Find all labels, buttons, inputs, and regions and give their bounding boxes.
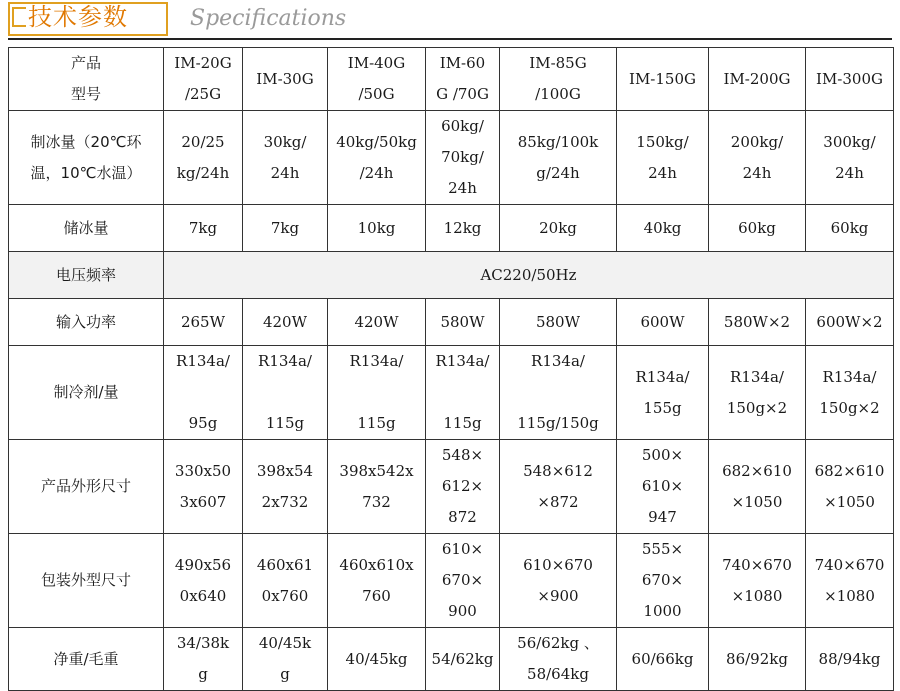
cell-text: 58/64kg [527,665,589,683]
value-cell [500,440,617,534]
cell-text: 95g [188,414,218,432]
cell-text: 产品外形尺寸 [40,477,131,495]
cell-text: 420W [354,312,399,331]
cell-text: 610× [641,477,684,495]
cell-text: 682×610 [722,461,792,480]
cell-text: 7kg [270,218,300,237]
cell-text: ×1050 [824,492,875,511]
section-title: 技术参数 [28,3,128,31]
value-cell [426,111,500,205]
cell-text: 760 [362,586,391,605]
row-label [9,346,164,440]
cell-text: ×1050 [731,492,783,511]
row-label [9,205,164,252]
cell-text: 电压频率 [55,265,116,284]
cell-text: 30kg/ [263,132,307,151]
cell-text: 460x61 [256,555,314,574]
cell-text: R134a/ [435,352,490,370]
weight-row [9,628,894,691]
cell-text: 150g×2 [726,398,788,417]
value-cell [806,534,894,628]
cell-text: 1000 [643,602,682,620]
cell-text: 制冷剂/量 [53,383,119,401]
cell-text: g/24h [536,163,580,182]
value-cell [806,205,894,252]
cell-text: 265W [180,312,226,331]
value-cell [806,346,894,440]
cell-text: 56/62kg 、 [517,634,599,652]
cell-text: R134a/ [531,352,585,370]
cell-text: 500× [641,446,684,464]
cell-text: 24h [270,163,300,182]
row-label [9,299,164,346]
value-cell [328,628,426,691]
value-cell [500,346,617,440]
cell-text: IM-200G [723,69,791,88]
cell-text: 115g [357,414,396,432]
value-cell [806,440,894,534]
cell-text: 398x542x [339,461,414,480]
cell-text: 300kg/ [823,132,876,151]
cell-text: 600W [640,312,685,331]
row-label [9,440,164,534]
voltage-row [9,252,894,299]
cell-text: 150kg/ [636,132,689,151]
value-cell [164,205,243,252]
cell-text: R134a/ [730,367,784,386]
value-cell [426,205,500,252]
cell-text: 610× [441,540,484,558]
cell-text: /24h [359,163,394,182]
cell-text: 85kg/100k [517,132,599,151]
cell-text: 88/94kg [818,649,881,668]
cell-text: 150g×2 [819,398,880,417]
value-cell [500,534,617,628]
value-cell [243,205,328,252]
cell-text: g [280,665,290,683]
cell-text: ×1080 [731,586,783,605]
cell-text [503,377,613,408]
cell-text: 600W×2 [816,312,883,331]
cell-text: IM-60 [439,54,486,72]
cell-text: 20/25 [181,132,225,151]
value-cell [617,111,709,205]
value-cell [164,252,894,299]
value-cell [243,346,328,440]
ice-output-row [9,111,894,205]
cell-text: 12kg [443,218,482,237]
cell-text [429,377,496,408]
value-cell [709,346,806,440]
cell-text: ×900 [537,586,579,605]
cell-text: R134a/ [822,367,877,386]
row-label [9,628,164,691]
cell-text: 34/38k [176,634,230,652]
cell-text: 制冰量（20℃环 [30,132,142,151]
cell-text: 型号 [70,85,101,103]
cell-text: 490x56 [174,555,232,574]
cell-text: ×872 [537,492,579,511]
cell-text: 产品 [70,54,101,72]
value-cell [164,534,243,628]
value-cell [328,440,426,534]
value-cell [500,111,617,205]
value-cell [164,440,243,534]
cell-text [246,377,324,408]
value-cell [328,346,426,440]
model-cell [328,48,426,111]
cell-text: R134a/ [349,352,404,370]
value-cell [328,111,426,205]
spec-table-body [9,48,894,691]
cell-text: 输入功率 [55,312,116,331]
value-cell [328,205,426,252]
product-size-row [9,440,894,534]
cell-text: ×1080 [824,586,875,605]
cell-text: 900 [448,602,477,620]
cell-text: 872 [448,508,477,526]
spec-table [8,47,894,691]
cell-text: 净重/毛重 [53,649,119,668]
cell-text: 3x607 [179,492,227,511]
cell-text: 24h [648,163,677,182]
value-cell [709,111,806,205]
model-cell [243,48,328,111]
cell-text: 24h [835,163,864,182]
cell-text: 580W [535,312,581,331]
cell-text: 0x760 [261,586,309,605]
cell-text: 60/66kg [631,649,694,668]
value-cell [243,299,328,346]
value-cell [806,628,894,691]
model-cell [617,48,709,111]
row-label [9,252,164,299]
value-cell [617,299,709,346]
model-cell [806,48,894,111]
cell-text: R134a/ [635,367,690,386]
cell-text: 548× [441,446,484,464]
value-cell [709,534,806,628]
cell-text: 70kg/ [441,148,484,166]
value-cell [617,440,709,534]
model-cell [500,48,617,111]
value-cell [500,628,617,691]
section-subtitle: Specifications [190,6,347,31]
storage-row [9,205,894,252]
cell-text [331,377,422,408]
row-label [9,111,164,205]
value-cell [617,205,709,252]
cell-text: 86/92kg [726,649,788,668]
value-cell [164,346,243,440]
value-cell [426,534,500,628]
cell-text: 398x54 [256,461,314,480]
cell-text: 115g [443,414,482,432]
cell-text: 670× [441,571,484,589]
cell-text: 947 [648,508,677,526]
value-cell [243,111,328,205]
cell-text: 155g [643,398,682,417]
cell-text: 60kg/ [441,117,484,135]
cell-text: 60kg [738,218,776,237]
cell-text: IM-300G [816,69,883,88]
cell-text: IM-20G [174,54,232,72]
section-header [0,0,900,40]
value-cell [243,628,328,691]
cell-text [167,377,239,408]
cell-text: kg/24h [176,163,230,182]
value-cell [328,534,426,628]
cell-text: 420W [262,312,308,331]
cell-text: 24h [742,163,772,182]
model-cell [426,48,500,111]
cell-text: /50G [358,85,395,103]
value-cell [243,534,328,628]
value-cell [806,299,894,346]
cell-text: 40kg/50kg [336,132,417,151]
model-cell [709,48,806,111]
cell-text: 555× [641,540,684,558]
refrigerant-row [9,346,894,440]
cell-text: 60kg [830,218,869,237]
cell-text: 储冰量 [63,218,109,237]
cell-text: 温，10℃水温） [30,163,142,182]
cell-text: 10kg [357,218,396,237]
value-cell [328,299,426,346]
cell-text: /25G [184,85,222,103]
cell-text: 2x732 [261,492,309,511]
value-cell [617,346,709,440]
value-cell [500,299,617,346]
cell-text: 0x640 [179,586,227,605]
value-cell [806,111,894,205]
cell-text: 740×670 [722,555,792,574]
cell-text: IM-40G [347,54,406,72]
value-cell [709,205,806,252]
value-cell [709,440,806,534]
bracket-left-icon [12,7,26,27]
cell-text: 40kg [643,218,682,237]
cell-text: 40/45kg [345,649,408,668]
power-row [9,299,894,346]
value-cell [243,440,328,534]
cell-text: 682×610 [814,461,885,480]
value-cell [709,628,806,691]
value-cell [164,628,243,691]
cell-text: 7kg [188,218,218,237]
cell-text: 732 [362,492,391,511]
cell-text: IM-30G [256,69,314,88]
row-label-model [9,48,164,111]
value-cell [426,628,500,691]
value-cell [709,299,806,346]
value-cell [500,205,617,252]
cell-text: 24h [448,179,477,197]
cell-text: 115g/150g [517,414,599,432]
cell-text: 548×612 [523,461,593,480]
value-cell [426,299,500,346]
cell-text: 580W [440,312,485,331]
cell-text: 40/45k [258,634,312,652]
cell-text: 580W×2 [723,312,791,331]
cell-text: R134a/ [258,352,312,370]
cell-text: 54/62kg [431,649,494,668]
value-cell [426,346,500,440]
value-cell [164,111,243,205]
cell-text: 包装外型尺寸 [40,571,131,589]
cell-text: 115g [265,414,305,432]
header-divider [8,38,892,40]
value-cell [617,534,709,628]
package-size-row [9,534,894,628]
value-cell [617,628,709,691]
cell-text: 330x50 [174,461,232,480]
cell-text: 612× [441,477,484,495]
cell-text: /100G [535,85,581,103]
row-label [9,534,164,628]
cell-text: 200kg/ [730,132,784,151]
model-cell [164,48,243,111]
cell-text: R134a/ [176,352,230,370]
value-cell [426,440,500,534]
cell-text: g [198,665,208,683]
cell-text: IM-85G [529,54,587,72]
model-row [9,48,894,111]
cell-text: 670× [641,571,684,589]
cell-text: 740×670 [814,555,885,574]
cell-text: AC220/50Hz [480,265,577,284]
cell-text: 610×670 [523,555,593,574]
cell-text: G /70G [436,85,489,103]
value-cell [164,299,243,346]
cell-text: 460x610x [339,555,414,574]
cell-text: 20kg [539,218,577,237]
cell-text: IM-150G [629,69,696,88]
